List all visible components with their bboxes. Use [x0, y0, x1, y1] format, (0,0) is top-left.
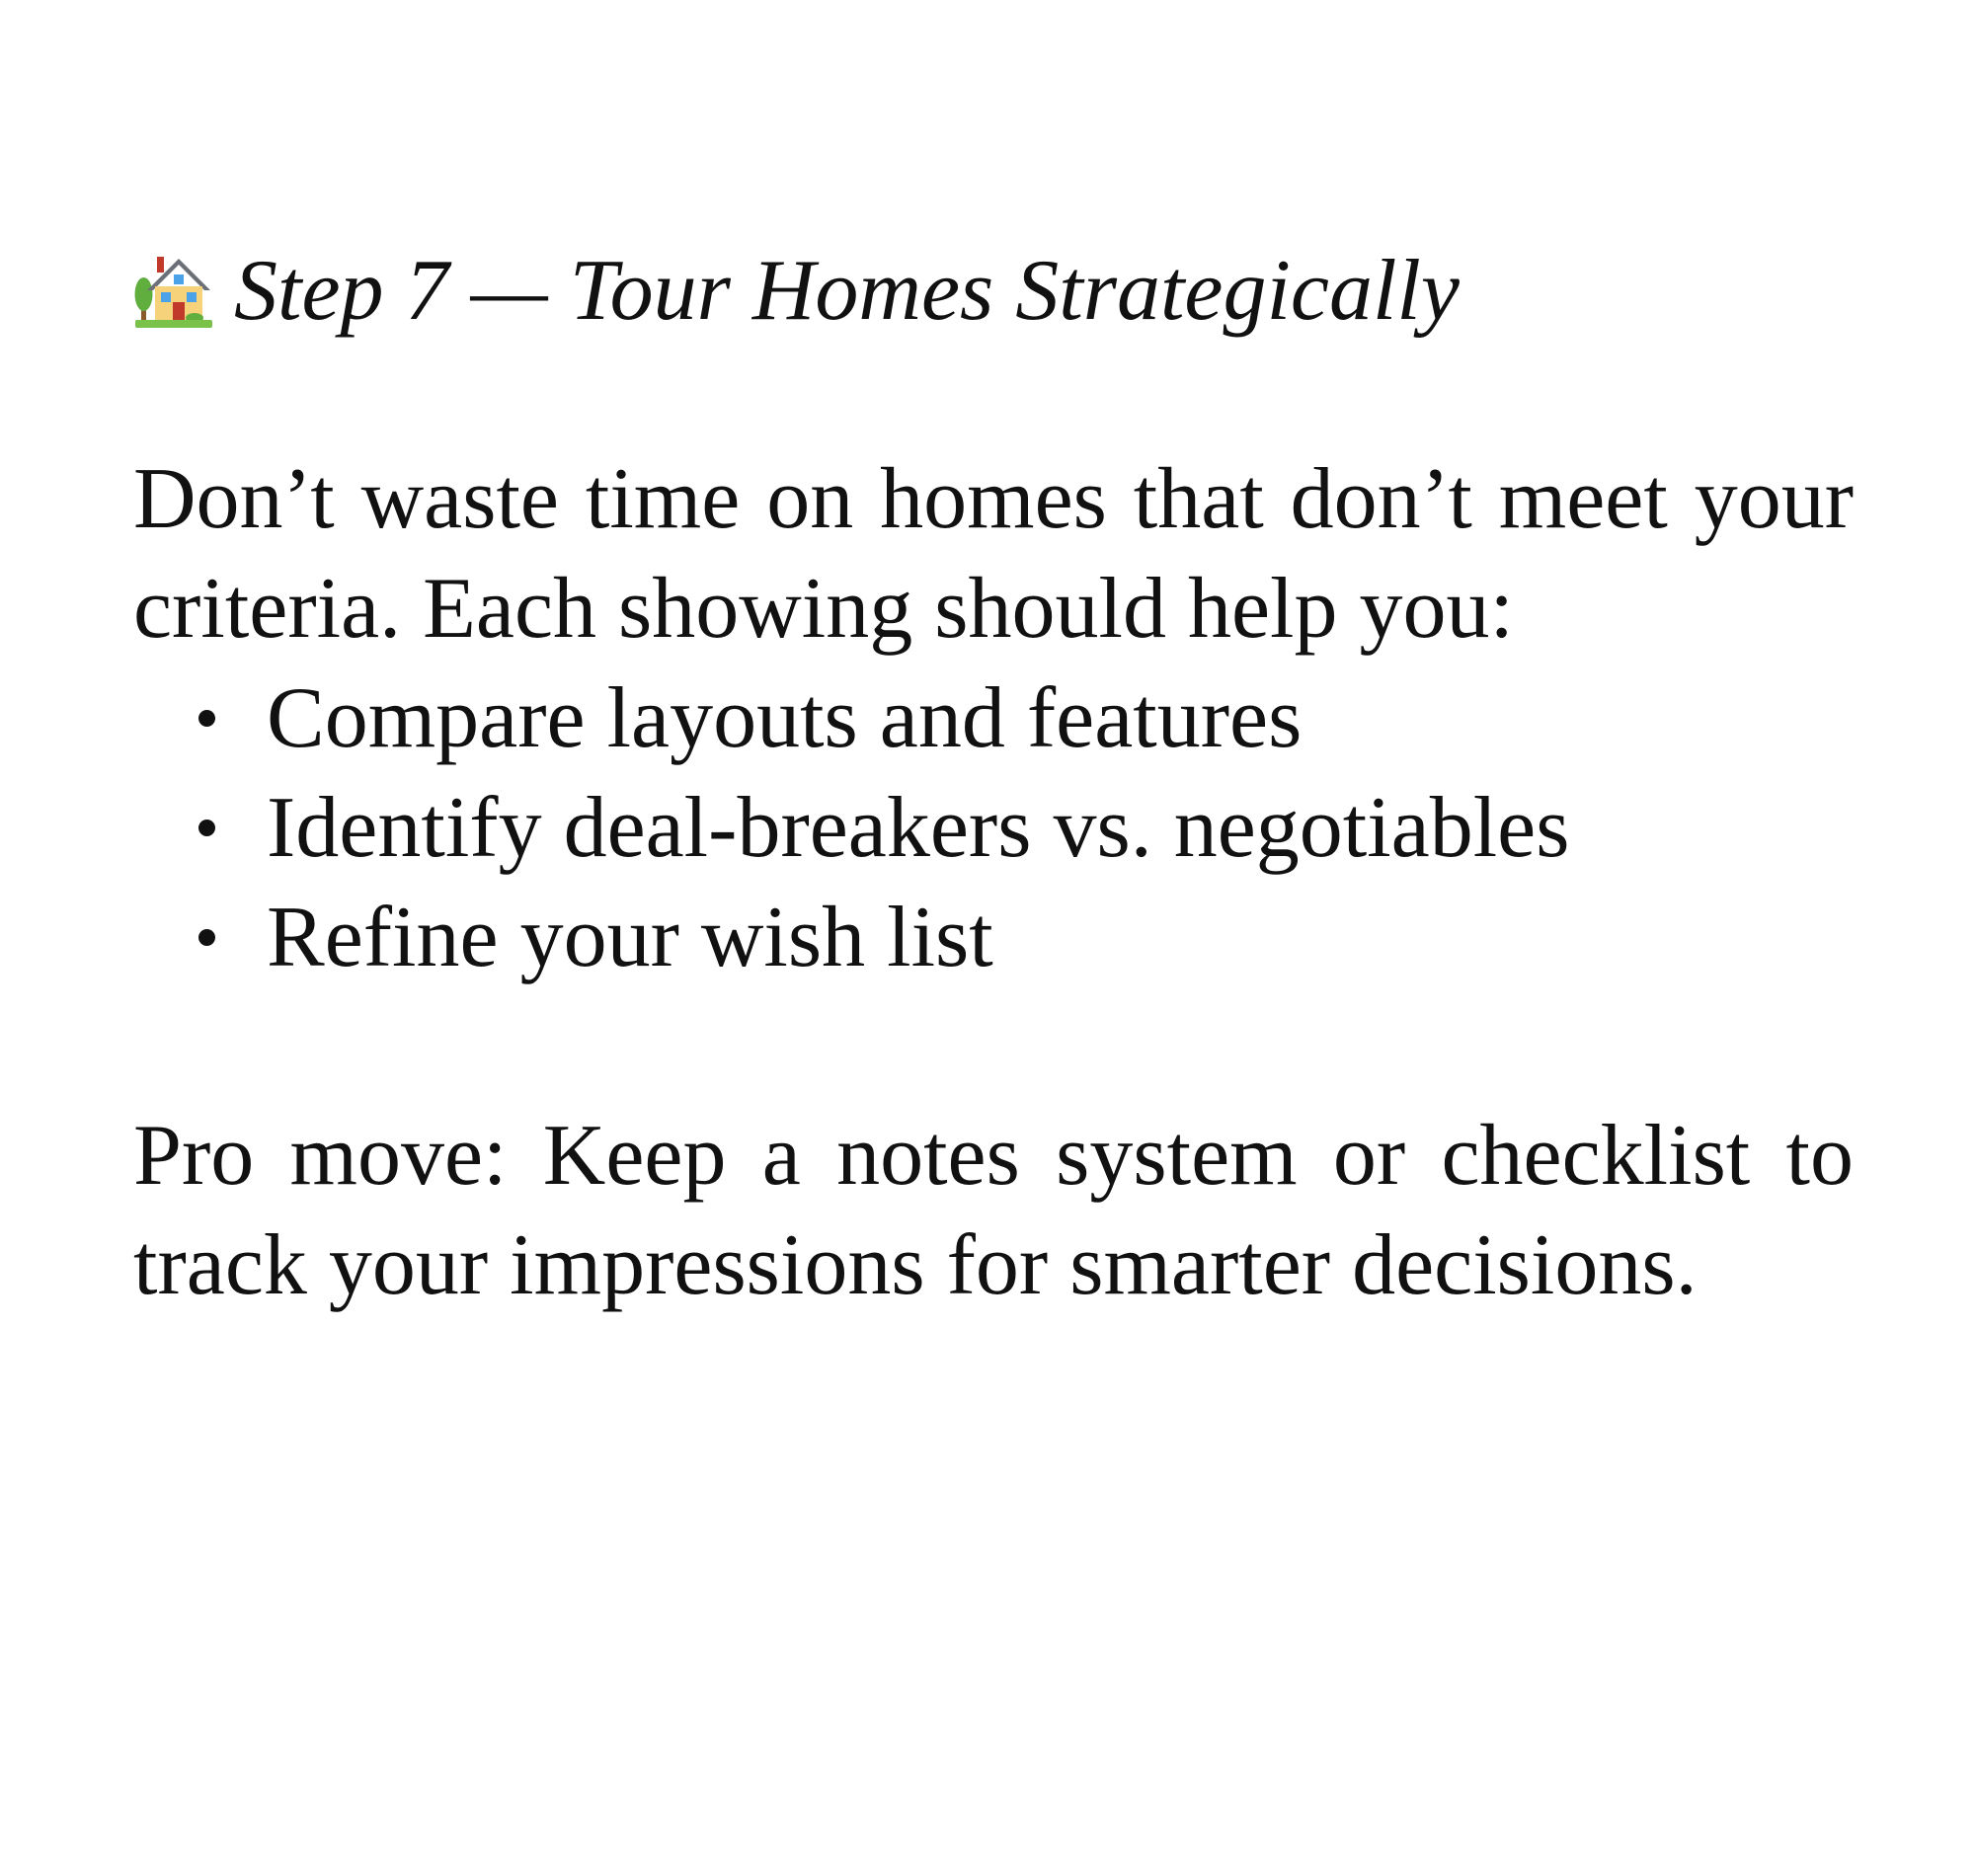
bullet-dot [198, 820, 215, 836]
list-item [133, 773, 1854, 883]
intro-paragraph: Don’t waste time on homes that don’t meet your criteria. Each showing should help you: [133, 451, 1854, 657]
bullet-dot [198, 929, 215, 946]
list-item [133, 664, 1854, 773]
list-item-text: Refine your wish list [267, 890, 993, 985]
step-heading [133, 237, 1854, 346]
step-title: Step 7 — Tour Homes Strategically [234, 243, 1460, 339]
pro-move-paragraph: Pro move: Keep a notes system or checklist to track your impressions for smarter decisions. [133, 1108, 1854, 1313]
bullet-list [133, 664, 1854, 992]
article-content [133, 237, 1854, 1320]
house-with-garden-icon [133, 251, 214, 332]
list-item-text: Compare layouts and features [267, 670, 1303, 766]
list-item-text: Identify deal-breakers vs. negotiables [267, 780, 1570, 876]
bullet-dot [198, 710, 215, 727]
list-item [133, 883, 1854, 992]
